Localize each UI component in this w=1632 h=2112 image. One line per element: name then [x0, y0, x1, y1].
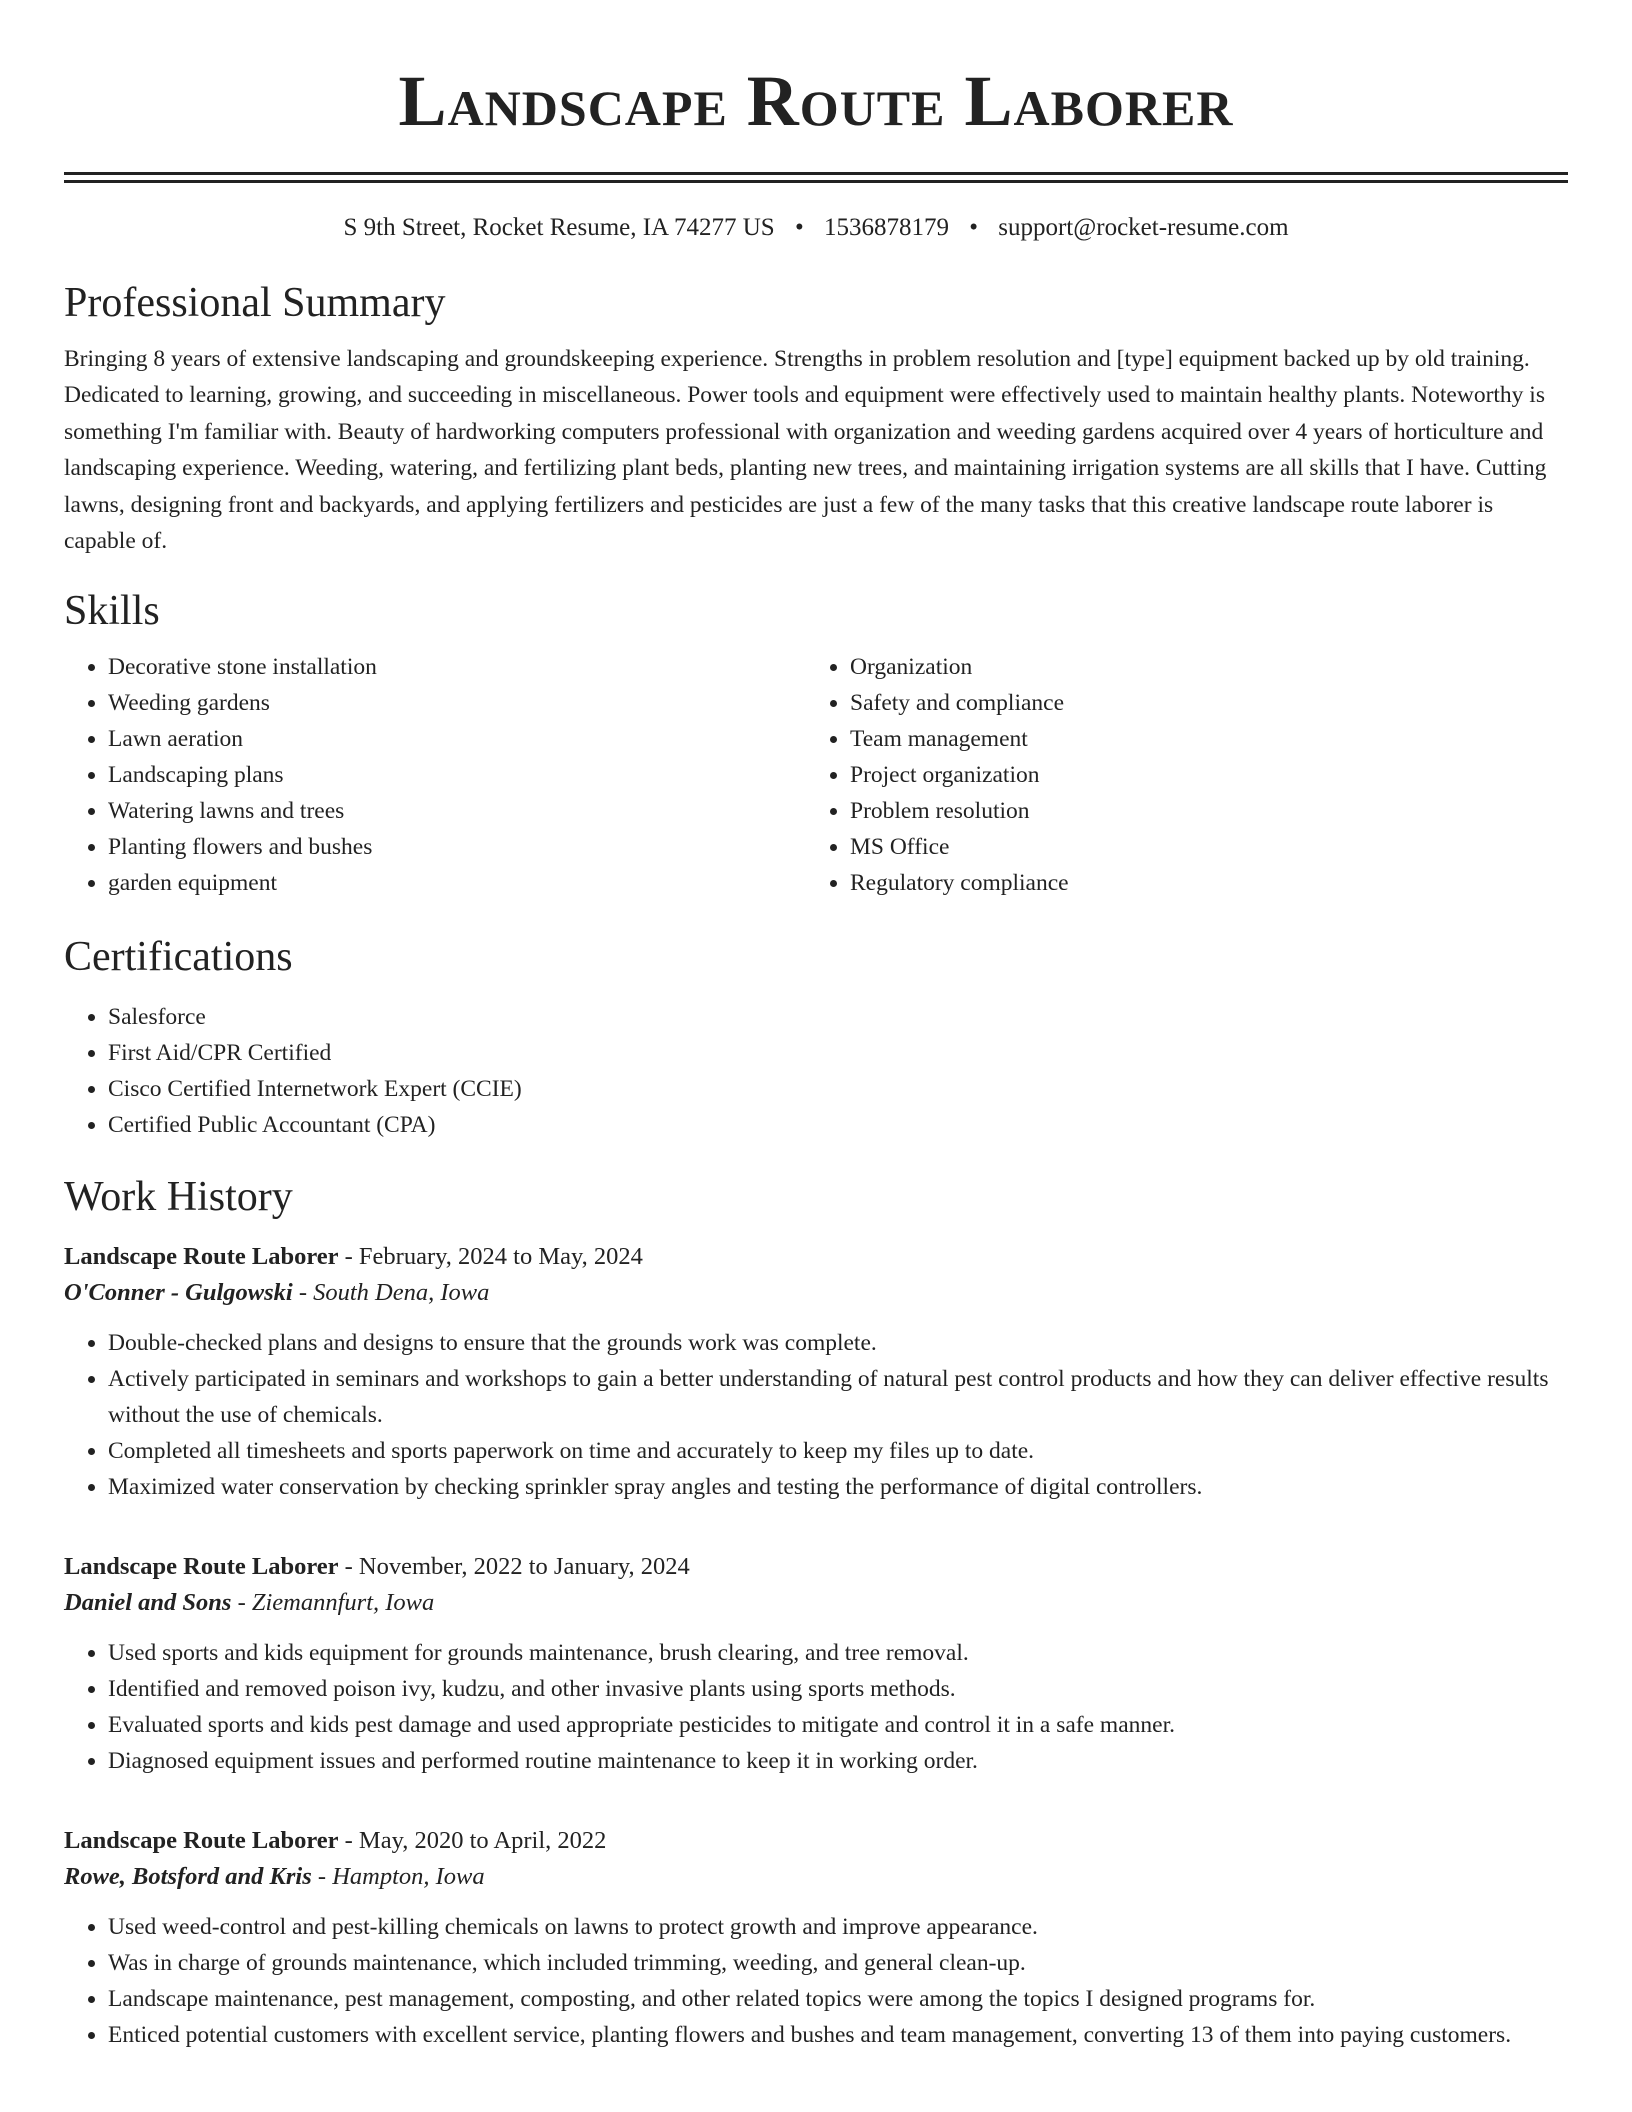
job-company: O'Conner - Gulgowski	[64, 1279, 293, 1307]
job-bullet: • Landscape maintenance, pest management, composting, and other related topics were among the topics I designed programs for.	[108, 1981, 1568, 2017]
job-entry	[64, 1239, 1568, 1505]
job-title: Landscape Route Laborer	[64, 1827, 339, 1855]
contact-address: S 9th Street, Rocket Resume, IA 74277 US	[343, 214, 775, 241]
job-bullet: • Double-checked plans and designs to ensure that the grounds work was complete.	[108, 1325, 1568, 1361]
job-location: - South Dena, Iowa	[292, 1279, 490, 1307]
job-dates: - November, 2022 to January, 2024	[338, 1553, 690, 1581]
summary-text: Bringing 8 years of extensive landscaping and groundskeeping experience. Strengths in problem resolution and [type] equipment backed up by old training. Dedicated to learning, growing, and succeeding in miscellaneous. Power tools and equipment were effectively used to maintain healthy plants. Noteworthy is something I'm familiar with. Beauty of hardworking computers professional with organization and weeding gardens acquired over 4 years of horticulture and landscaping experience. Weeding, watering, and fertilizing plant beds, planting new trees, and maintaining irrigation systems are all skills that I have. Cutting lawns, designing front and backyards, and applying fertilizers and pesticides are just a few of the many tasks that this creative landscape route laborer is capable of.	[64, 346, 1547, 555]
contact-email: support@rocket-resume.com	[998, 214, 1289, 241]
job-entry	[64, 1549, 1568, 1779]
job-bullets	[64, 1635, 1568, 1779]
contact-line	[64, 213, 1568, 243]
skills-column-left	[64, 649, 806, 901]
skill-item: • Regulatory compliance	[850, 865, 1548, 901]
job-bullet: • Completed all timesheets and sports paperwork on time and accurately to keep my files up to date.	[108, 1433, 1568, 1469]
skill-item: • MS Office	[850, 829, 1548, 865]
skill-item: • Safety and compliance	[850, 685, 1548, 721]
job-location: - Ziemannfurt, Iowa	[231, 1589, 435, 1617]
job-bullet: • Was in charge of grounds maintenance, which included trimming, weeding, and general clean-up.	[108, 1945, 1568, 1981]
contact-separator: •	[794, 214, 804, 241]
skills-list-left	[64, 649, 806, 901]
skill-item: • Problem resolution	[850, 793, 1548, 829]
certification-item: • Certified Public Accountant (CPA)	[108, 1107, 1568, 1143]
certifications-heading: Certifications	[64, 934, 293, 981]
skill-item: • Organization	[850, 649, 1548, 685]
skill-item: • Team management	[850, 721, 1548, 757]
job-title: Landscape Route Laborer	[64, 1553, 339, 1581]
job-company: Rowe, Botsford and Kris	[64, 1863, 312, 1891]
skill-item: • Weeding gardens	[108, 685, 806, 721]
job-company-line	[64, 1859, 1568, 1895]
skill-item: • Lawn aeration	[108, 721, 806, 757]
header-double-rule	[64, 172, 1568, 183]
contact-separator: •	[969, 214, 978, 241]
skills-columns	[64, 649, 1568, 901]
job-company-line	[64, 1585, 1568, 1621]
job-bullets	[64, 1909, 1568, 2053]
job-title-line	[64, 1823, 1568, 1859]
job-bullet: • Used sports and kids equipment for grounds maintenance, brush clearing, and tree removal.	[108, 1635, 1568, 1671]
skill-item: • Decorative stone installation	[108, 649, 806, 685]
job-bullet: • Maximized water conservation by checking sprinkler spray angles and testing the performance of digital controllers.	[108, 1469, 1568, 1505]
summary-heading: Professional Summary	[64, 280, 446, 326]
skill-item: • Landscaping plans	[108, 757, 806, 793]
job-bullet: • Used weed-control and pest-killing chemicals on lawns to protect growth and improve appearance.	[108, 1909, 1568, 1945]
skills-column-right	[806, 649, 1548, 901]
job-bullet: • Identified and removed poison ivy, kudzu, and other invasive plants using sports methods.	[108, 1671, 1568, 1707]
job-bullet: • Enticed potential customers with excellent service, planting flowers and bushes and team management, converting 13 of them into paying customers.	[108, 2017, 1568, 2053]
contact-phone: 1536878179	[823, 214, 949, 241]
skills-list-right	[806, 649, 1548, 901]
job-company: Daniel and Sons	[64, 1589, 232, 1617]
skill-item: • Watering lawns and trees	[108, 793, 806, 829]
job-bullet: • Evaluated sports and kids pest damage and used appropriate pesticides to mitigate and control it in a safe manner.	[108, 1707, 1568, 1743]
job-dates: - May, 2020 to April, 2022	[338, 1827, 607, 1855]
job-title-line	[64, 1549, 1568, 1585]
job-title: Landscape Route Laborer	[64, 1243, 339, 1271]
skill-item: • Planting flowers and bushes	[108, 829, 806, 865]
certification-item: • Salesforce	[108, 999, 1568, 1035]
job-dates: - February, 2024 to May, 2024	[338, 1243, 643, 1271]
job-bullets	[64, 1325, 1568, 1505]
job-title-line	[64, 1239, 1568, 1275]
skill-item: • Project organization	[850, 757, 1548, 793]
resume-name: Landscape Route Laborer	[398, 61, 1234, 141]
job-bullet: • Actively participated in seminars and workshops to gain a better understanding of natural pest control products and how they can deliver effective results without the use of chemicals.	[108, 1361, 1568, 1433]
certification-item: • First Aid/CPR Certified	[108, 1035, 1568, 1071]
work-history-heading: Work History	[64, 1174, 293, 1221]
job-location: - Hampton, Iowa	[311, 1863, 485, 1891]
skill-item: • garden equipment	[108, 865, 806, 901]
job-company-line	[64, 1275, 1568, 1311]
certifications-list	[64, 999, 1568, 1143]
skills-heading: Skills	[64, 588, 160, 635]
job-entry	[64, 1823, 1568, 2053]
certification-item: • Cisco Certified Internetwork Expert (CCIE)	[108, 1071, 1568, 1107]
job-bullet: • Diagnosed equipment issues and performed routine maintenance to keep it in working order.	[108, 1743, 1568, 1779]
